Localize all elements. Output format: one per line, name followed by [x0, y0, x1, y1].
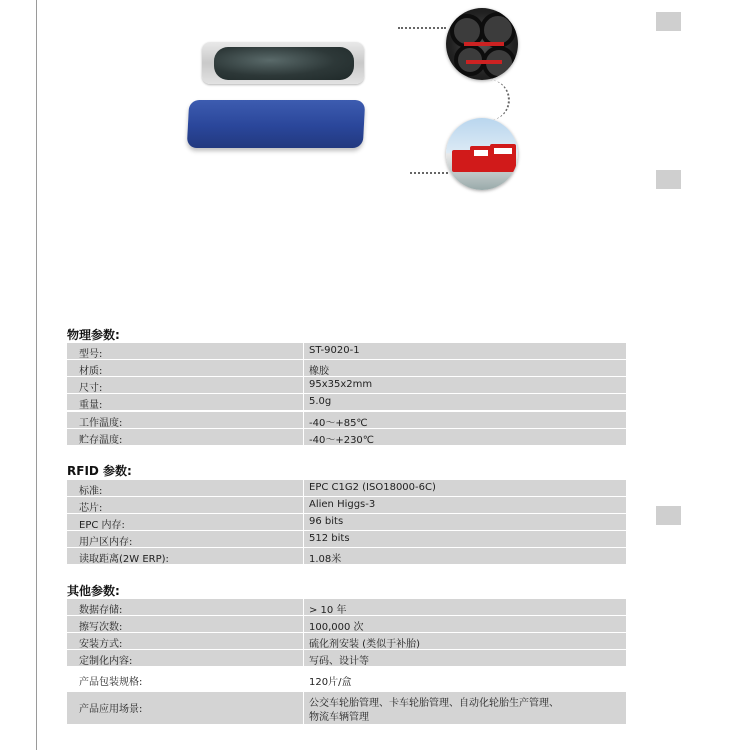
spec-row — [67, 360, 626, 376]
spec-value: 橡胶 — [309, 366, 329, 377]
spec-label: 型号: — [79, 349, 103, 360]
spec-value: -40～+85℃ — [309, 418, 368, 429]
spec-row — [67, 692, 626, 724]
spec-label: 芯片: — [79, 503, 103, 514]
column-divider — [303, 514, 304, 530]
spec-label: EPC 内存: — [79, 520, 125, 531]
spec-row — [67, 668, 626, 690]
spec-value: 1.08米 — [309, 554, 342, 565]
spec-value: 写码、设计等 — [309, 656, 369, 667]
spec-value: 硫化剂安装 (类似于补胎) — [309, 639, 420, 650]
spec-row — [67, 412, 626, 428]
column-divider — [303, 497, 304, 513]
column-divider — [303, 548, 304, 564]
spec-row — [67, 343, 626, 359]
spec-row — [67, 548, 626, 564]
section-title: RFID 参数: — [67, 464, 132, 478]
spec-label: 擦写次数: — [79, 622, 123, 633]
side-tab-marker — [656, 170, 681, 189]
spec-row — [67, 480, 626, 496]
spec-value: 100,000 次 — [309, 622, 364, 633]
spec-row — [67, 497, 626, 513]
column-divider — [303, 692, 304, 724]
spec-label: 标准: — [79, 486, 103, 497]
rfid-tag-rubber-core — [214, 47, 354, 80]
spec-row — [67, 650, 626, 666]
tires-application-image — [446, 8, 518, 80]
spec-value-line2: 物流车辆管理 — [309, 712, 369, 723]
dotted-connector — [398, 27, 446, 29]
column-divider — [303, 429, 304, 445]
spec-label: 重量: — [79, 400, 103, 411]
spec-value: 512 bits — [309, 533, 350, 544]
spec-row — [67, 633, 626, 649]
spec-row — [67, 429, 626, 445]
dotted-connector — [410, 172, 448, 174]
column-divider — [303, 360, 304, 376]
spec-value: > 10 年 — [309, 605, 347, 616]
column-divider — [303, 599, 304, 615]
spec-row — [67, 514, 626, 530]
column-divider — [303, 650, 304, 666]
trucks-application-image — [446, 118, 518, 190]
column-divider — [303, 412, 304, 428]
column-divider — [303, 343, 304, 359]
spec-label: 贮存温度: — [79, 435, 123, 446]
spec-label: 用户区内存: — [79, 537, 133, 548]
spec-label: 读取距离(2W ERP): — [79, 554, 169, 565]
spec-label: 产品包装规格: — [79, 677, 143, 688]
spec-row — [67, 616, 626, 632]
spec-label: 安装方式: — [79, 639, 123, 650]
spec-value: -40～+230℃ — [309, 435, 375, 446]
spec-value: 96 bits — [309, 516, 344, 527]
spec-label: 数据存储: — [79, 605, 123, 616]
spec-value: 120片/盒 — [309, 677, 352, 688]
left-border-line — [36, 0, 37, 750]
side-tab-marker — [656, 12, 681, 31]
column-divider — [303, 480, 304, 496]
spec-value: ST-9020-1 — [309, 345, 360, 356]
column-divider — [303, 633, 304, 649]
column-divider — [303, 668, 304, 690]
column-divider — [303, 616, 304, 632]
column-divider — [303, 531, 304, 547]
rfid-tag-blue-side — [187, 100, 366, 148]
spec-row — [67, 531, 626, 547]
spec-value: 5.0g — [309, 396, 332, 407]
spec-row — [67, 599, 626, 615]
spec-value: EPC C1G2 (ISO18000-6C) — [309, 482, 436, 493]
spec-row — [67, 377, 626, 393]
side-tab-marker — [656, 506, 681, 525]
spec-label: 定制化内容: — [79, 656, 133, 667]
dotted-connector — [486, 80, 510, 120]
section-title: 其他参数: — [67, 584, 120, 598]
spec-label: 产品应用场景: — [79, 704, 143, 715]
spec-label: 材质: — [79, 366, 103, 377]
spec-value: 公交车轮胎管理、卡车轮胎管理、自动化轮胎生产管理、 — [309, 698, 559, 709]
spec-value: Alien Higgs-3 — [309, 499, 376, 510]
spec-row — [67, 394, 626, 410]
spec-label: 工作温度: — [79, 418, 123, 429]
column-divider — [303, 394, 304, 410]
spec-value: 95x35x2mm — [309, 379, 373, 390]
section-title: 物理参数: — [67, 328, 120, 342]
column-divider — [303, 377, 304, 393]
spec-label: 尺寸: — [79, 383, 103, 394]
